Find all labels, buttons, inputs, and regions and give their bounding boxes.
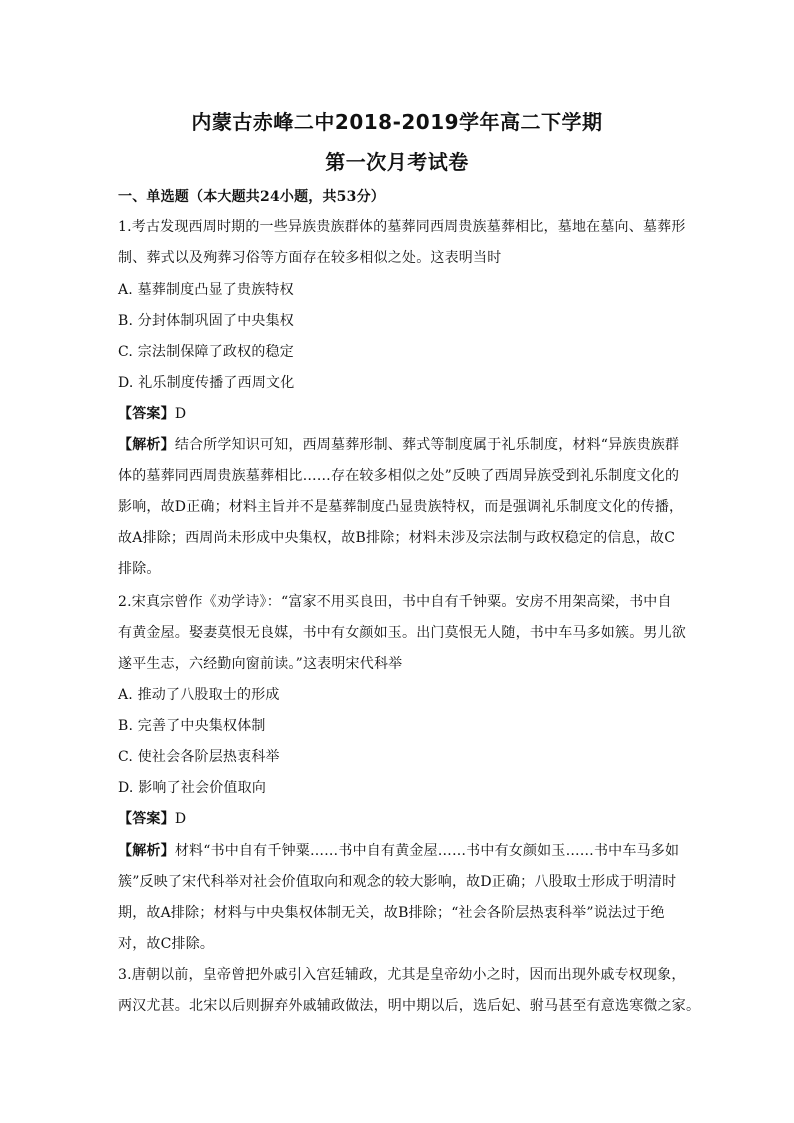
q1-option-c: C. 宗法制保障了政权的稳定 xyxy=(118,344,294,360)
answer-label: 【答案】 xyxy=(118,811,175,827)
q1-stem-line: 1.考古发现西周时期的一些异族贵族群体的墓葬同西周贵族墓葬相比，墓地在墓向、墓葬形 xyxy=(118,219,686,235)
q1-option-b: B. 分封体制巩固了中央集权 xyxy=(118,313,294,329)
q1-analysis-line: 体的墓葬同西周贵族墓葬相比……存在较多相似之处”反映了西周异族受到礼乐制度文化的 xyxy=(118,468,680,484)
section-heading: 一、单选题（本大题共24小题，共53分） xyxy=(118,189,385,205)
q2-stem-line: 遂平生志，六经勤向窗前读。”这表明宋代科举 xyxy=(118,656,403,672)
q1-stem-line: 制、葬式以及殉葬习俗等方面存在较多相似之处。这表明当时 xyxy=(118,250,502,266)
q2-stem-line: 2.宋真宗曾作《劝学诗》：“富家不用买良田，书中自有千钟粟。安房不用架高梁，书中自 xyxy=(118,594,672,610)
answer-value: D xyxy=(174,811,187,827)
analysis-label: 【解析】 xyxy=(118,437,175,453)
q3-stem-line: 3.唐朝以前，皇帝曾把外戚引入宫廷辅政，尤其是皇帝幼小之时，因而出现外戚专权现象， xyxy=(118,967,686,983)
q1-answer xyxy=(118,404,688,424)
q2-option-a: A. 推动了八股取士的形成 xyxy=(118,687,280,703)
q2-option-c: C. 使社会各阶层热衷科举 xyxy=(118,749,280,765)
analysis-text: 结合所学知识可知，西周墓葬形制、葬式等制度属于礼乐制度，材料“异族贵族群 xyxy=(174,437,680,453)
q1-option-d: D. 礼乐制度传播了西周文化 xyxy=(118,375,295,391)
q1-analysis-line: 影响，故D正确；材料主旨并不是墓葬制度凸显贵族特权，而是强调礼乐制度文化的传播， xyxy=(118,499,684,515)
answer-value: D xyxy=(174,406,187,422)
q2-stem-line: 有黄金屋。娶妻莫恨无良媒，书中有女颜如玉。出门莫恨无人随，书中车马多如簇。男儿欲 xyxy=(118,625,686,641)
q1-analysis-line: 排除。 xyxy=(118,561,161,577)
q3-stem-line: 两汉尤甚。北宋以后则摒弃外戚辅政做法，明中期以后，选后妃、驸马甚至有意选寒微之家。 xyxy=(118,998,701,1014)
q1-analysis-line: 故A排除；西周尚未形成中央集权，故B排除；材料未涉及宗法制与政权稳定的信息，故C xyxy=(118,530,676,546)
q2-analysis-line: 对，故C排除。 xyxy=(118,936,215,952)
q1-option-a: A. 墓葬制度凸显了贵族特权 xyxy=(118,282,294,298)
q2-answer xyxy=(118,809,688,829)
q2-analysis-line: 期，故A排除；材料与中央集权体制无关，故B排除；“社会各阶层热衷科举”说法过于绝 xyxy=(118,905,665,921)
answer-label: 【答案】 xyxy=(118,406,175,422)
exam-title-line2: 第一次月考试卷 xyxy=(325,150,469,174)
q2-option-b: B. 完善了中央集权体制 xyxy=(118,718,266,734)
q1-analysis-line xyxy=(118,435,688,455)
q2-analysis-line xyxy=(118,841,688,861)
q2-analysis-line: 簇”反映了宋代科举对社会价值取向和观念的较大影响，故D正确；八股取士形成于明清时 xyxy=(118,874,677,890)
analysis-text: 材料“书中自有千钟粟……书中自有黄金屋……书中有女颜如玉……书中车马多如 xyxy=(174,843,680,859)
q2-option-d: D. 影响了社会价值取向 xyxy=(118,780,267,796)
exam-title-line1: 内蒙古赤峰二中2018-2019学年高二下学期 xyxy=(191,110,603,134)
analysis-label: 【解析】 xyxy=(118,843,175,859)
